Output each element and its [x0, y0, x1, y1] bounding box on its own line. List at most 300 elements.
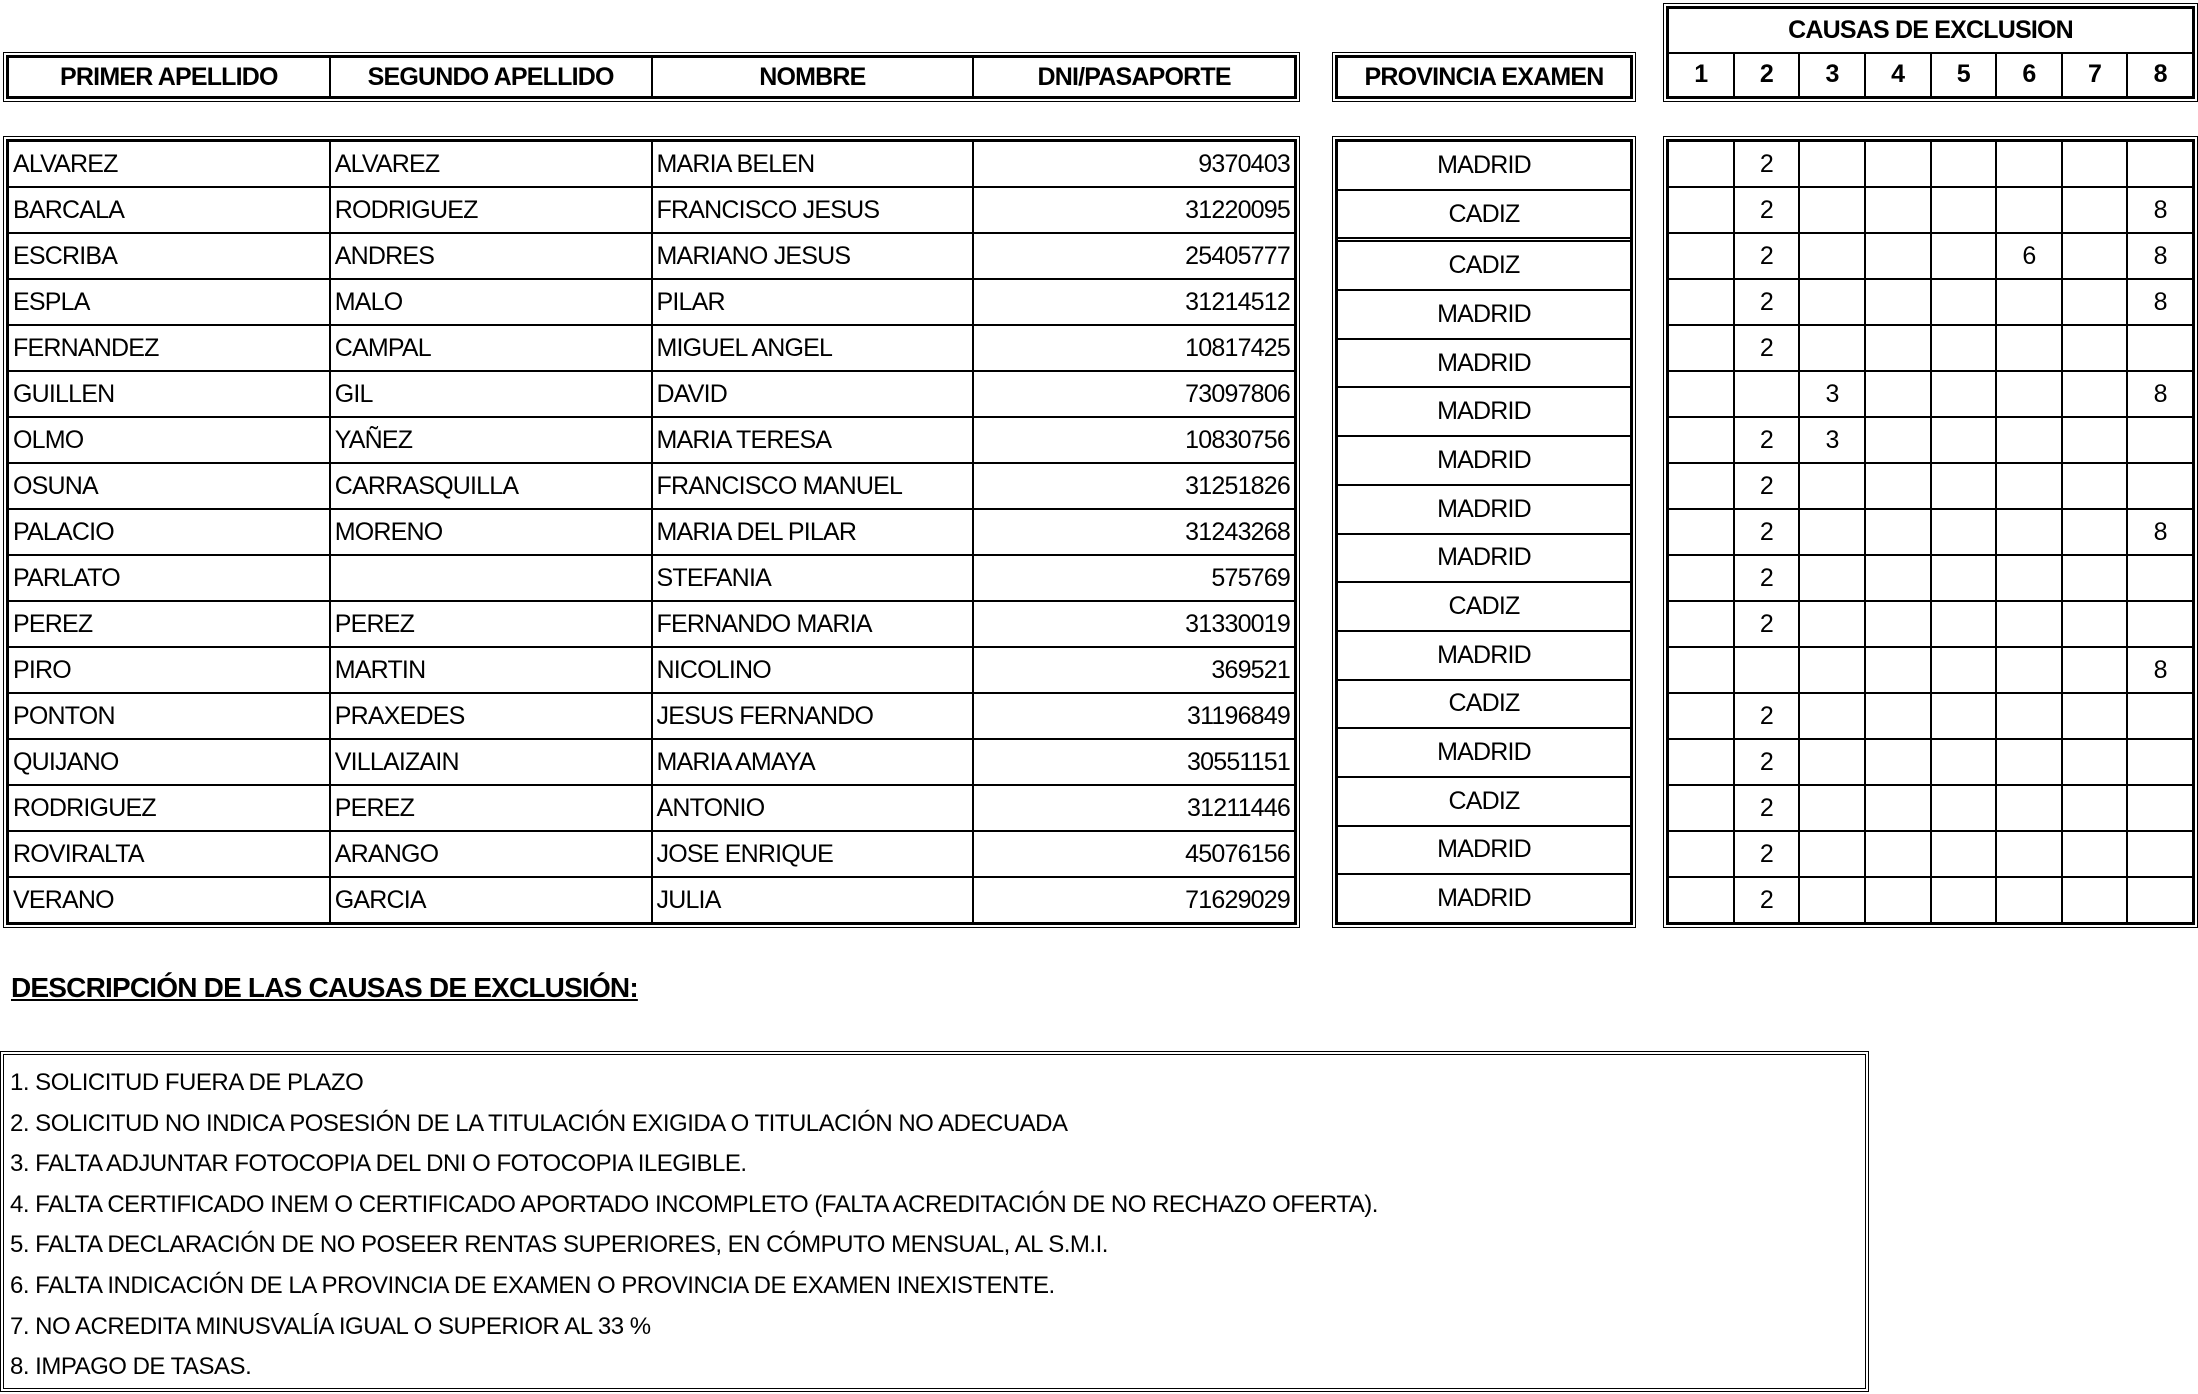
- causa-cell: [1996, 831, 2062, 877]
- causa-cell: [1668, 141, 1734, 187]
- causa-cell: [1668, 647, 1734, 693]
- causa-cell: [2062, 555, 2128, 601]
- causa-cell: [1931, 371, 1997, 417]
- provincia-row: [1337, 680, 1631, 729]
- causa-cell: [1799, 877, 1865, 923]
- primer-apellido-cell: ESCRIBA: [8, 233, 330, 279]
- nombre-cell: NICOLINO: [652, 647, 974, 693]
- table-row: [8, 739, 1295, 785]
- causa-cell: [1799, 555, 1865, 601]
- causas-row: [1668, 877, 2193, 923]
- header-primer-apellido: PRIMER APELLIDO: [8, 57, 330, 97]
- provincia-row: [1337, 190, 1631, 239]
- provincia-header: [1332, 52, 1636, 102]
- primer-apellido-cell: OSUNA: [8, 463, 330, 509]
- provincia-cell: MADRID: [1337, 631, 1631, 680]
- causa-cell: [1931, 417, 1997, 463]
- causa-cell: [1668, 463, 1734, 509]
- description-title: DESCRIPCIÓN DE LAS CAUSAS DE EXCLUSIÓN:: [11, 972, 638, 1003]
- causa-cell: [1799, 647, 1865, 693]
- causa-cell: [2127, 325, 2193, 371]
- header-causa-4: 4: [1865, 53, 1931, 98]
- segundo-apellido-cell: GIL: [330, 371, 652, 417]
- table-row: [8, 141, 1295, 187]
- causa-cell: 2: [1734, 693, 1800, 739]
- causa-cell: [1865, 371, 1931, 417]
- segundo-apellido-cell: RODRIGUEZ: [330, 187, 652, 233]
- causa-cell: [2062, 785, 2128, 831]
- primer-apellido-cell: PONTON: [8, 693, 330, 739]
- causa-cell: [2062, 647, 2128, 693]
- description-item: 8. IMPAGO DE TASAS.: [10, 1353, 252, 1381]
- header-provincia: PROVINCIA EXAMEN: [1337, 57, 1631, 97]
- nombre-cell: FRANCISCO JESUS: [652, 187, 974, 233]
- causa-cell: [1799, 141, 1865, 187]
- primer-apellido-cell: PIRO: [8, 647, 330, 693]
- dni-cell: 73097806: [973, 371, 1295, 417]
- causa-cell: [1931, 509, 1997, 555]
- causa-cell: [2062, 279, 2128, 325]
- primer-apellido-cell: GUILLEN: [8, 371, 330, 417]
- causa-cell: [2127, 877, 2193, 923]
- causa-cell: [1931, 187, 1997, 233]
- causa-cell: [1996, 785, 2062, 831]
- causa-cell: [1668, 187, 1734, 233]
- header-causas: CAUSAS DE EXCLUSION: [1668, 8, 2193, 53]
- table-row: [8, 187, 1295, 233]
- table-row: [8, 647, 1295, 693]
- segundo-apellido-cell: [330, 555, 652, 601]
- causa-cell: [1931, 141, 1997, 187]
- provincia-row: [1337, 436, 1631, 485]
- causa-cell: [1799, 601, 1865, 647]
- causa-cell: [1865, 463, 1931, 509]
- table-row: [8, 279, 1295, 325]
- causa-cell: 2: [1734, 831, 1800, 877]
- causa-cell: [2127, 831, 2193, 877]
- causa-cell: [1668, 785, 1734, 831]
- segundo-apellido-cell: YAÑEZ: [330, 417, 652, 463]
- provincia-cell: CADIZ: [1337, 190, 1631, 239]
- causa-cell: 2: [1734, 325, 1800, 371]
- causa-cell: [1865, 141, 1931, 187]
- segundo-apellido-cell: PRAXEDES: [330, 693, 652, 739]
- primer-apellido-cell: ESPLA: [8, 279, 330, 325]
- table-row: [8, 831, 1295, 877]
- causa-cell: [2127, 785, 2193, 831]
- description-box: [0, 1051, 1869, 1392]
- causa-cell: [1734, 371, 1800, 417]
- provincia-row: [1337, 290, 1631, 339]
- primer-apellido-cell: VERANO: [8, 877, 330, 923]
- causa-cell: [1668, 325, 1734, 371]
- causa-cell: [1668, 233, 1734, 279]
- provincia-row: [1337, 339, 1631, 388]
- causa-cell: [2062, 601, 2128, 647]
- header-nombre: NOMBRE: [652, 57, 974, 97]
- causa-cell: 2: [1734, 463, 1800, 509]
- primer-apellido-cell: ALVAREZ: [8, 141, 330, 187]
- causa-cell: [1931, 233, 1997, 279]
- nombre-cell: FRANCISCO MANUEL: [652, 463, 974, 509]
- causa-cell: [1734, 647, 1800, 693]
- provincia-cell: CADIZ: [1337, 241, 1631, 290]
- causa-cell: [1799, 325, 1865, 371]
- segundo-apellido-cell: ANDRES: [330, 233, 652, 279]
- table-row: [8, 509, 1295, 555]
- causa-cell: [1668, 739, 1734, 785]
- causas-row: [1668, 693, 2193, 739]
- causa-cell: [1931, 463, 1997, 509]
- dni-cell: 369521: [973, 647, 1295, 693]
- causa-cell: [1865, 785, 1931, 831]
- causa-cell: 8: [2127, 233, 2193, 279]
- segundo-apellido-cell: GARCIA: [330, 877, 652, 923]
- dni-cell: 71629029: [973, 877, 1295, 923]
- causa-cell: [1931, 831, 1997, 877]
- segundo-apellido-cell: MALO: [330, 279, 652, 325]
- causa-cell: [1931, 739, 1997, 785]
- table-row: [8, 785, 1295, 831]
- provincia-cell: MADRID: [1337, 534, 1631, 583]
- causa-cell: [1668, 371, 1734, 417]
- causa-cell: [1668, 693, 1734, 739]
- causa-cell: [2062, 371, 2128, 417]
- causa-cell: [1865, 693, 1931, 739]
- provincia-cell: MADRID: [1337, 826, 1631, 875]
- causa-cell: [1996, 463, 2062, 509]
- provincia-table: [1332, 136, 1636, 928]
- nombre-cell: MARIA DEL PILAR: [652, 509, 974, 555]
- primer-apellido-cell: ROVIRALTA: [8, 831, 330, 877]
- nombre-cell: MARIANO JESUS: [652, 233, 974, 279]
- dni-cell: 31330019: [973, 601, 1295, 647]
- nombre-cell: MARIA AMAYA: [652, 739, 974, 785]
- causa-cell: [1996, 371, 2062, 417]
- causa-cell: [1996, 555, 2062, 601]
- description-item: 1. SOLICITUD FUERA DE PLAZO: [10, 1069, 364, 1096]
- provincia-row: [1337, 485, 1631, 534]
- dni-cell: 9370403: [973, 141, 1295, 187]
- causa-cell: 2: [1734, 785, 1800, 831]
- provincia-cell: MADRID: [1337, 874, 1631, 923]
- causa-cell: [1865, 601, 1931, 647]
- segundo-apellido-cell: CARRASQUILLA: [330, 463, 652, 509]
- segundo-apellido-cell: PEREZ: [330, 601, 652, 647]
- causa-cell: [1931, 555, 1997, 601]
- provincia-cell: MADRID: [1337, 728, 1631, 777]
- causas-row: [1668, 601, 2193, 647]
- nombre-cell: DAVID: [652, 371, 974, 417]
- causa-cell: [1668, 831, 1734, 877]
- nombre-cell: JESUS FERNANDO: [652, 693, 974, 739]
- causa-cell: [1865, 831, 1931, 877]
- header-dni: DNI/PASAPORTE: [973, 57, 1295, 97]
- causa-cell: [1996, 601, 2062, 647]
- causa-cell: 8: [2127, 647, 2193, 693]
- causa-cell: [1799, 785, 1865, 831]
- provincia-row: [1337, 777, 1631, 826]
- header-segundo-apellido: SEGUNDO APELLIDO: [330, 57, 652, 97]
- causa-cell: [1799, 693, 1865, 739]
- causa-cell: [2127, 739, 2193, 785]
- nombre-cell: JULIA: [652, 877, 974, 923]
- provincia-cell: MADRID: [1337, 387, 1631, 436]
- causas-row: [1668, 509, 2193, 555]
- causa-cell: [1931, 325, 1997, 371]
- causa-cell: [1865, 877, 1931, 923]
- causas-row: [1668, 141, 2193, 187]
- segundo-apellido-cell: MARTIN: [330, 647, 652, 693]
- nombre-cell: PILAR: [652, 279, 974, 325]
- causa-cell: [1996, 877, 2062, 923]
- dni-cell: 31196849: [973, 693, 1295, 739]
- provincia-row: [1337, 141, 1631, 190]
- causas-row: [1668, 233, 2193, 279]
- causa-cell: [1865, 325, 1931, 371]
- causa-cell: [2062, 509, 2128, 555]
- header-causa-6: 6: [1996, 53, 2062, 98]
- dni-cell: 31251826: [973, 463, 1295, 509]
- nombre-cell: MIGUEL ANGEL: [652, 325, 974, 371]
- causa-cell: [2127, 693, 2193, 739]
- causa-cell: [1799, 187, 1865, 233]
- nombre-cell: MARIA TERESA: [652, 417, 974, 463]
- causa-cell: 8: [2127, 371, 2193, 417]
- causa-cell: [1865, 739, 1931, 785]
- primer-apellido-cell: RODRIGUEZ: [8, 785, 330, 831]
- causa-cell: [1996, 417, 2062, 463]
- dni-cell: 31243268: [973, 509, 1295, 555]
- header-causa-7: 7: [2062, 53, 2128, 98]
- segundo-apellido-cell: MORENO: [330, 509, 652, 555]
- causa-cell: [2127, 555, 2193, 601]
- causas-row: [1668, 647, 2193, 693]
- causa-cell: [1865, 555, 1931, 601]
- description-item: 5. FALTA DECLARACIÓN DE NO POSEER RENTAS SUPERIORES, EN CÓMPUTO MENSUAL, AL S.M.I.: [10, 1231, 1108, 1259]
- causa-cell: [1799, 509, 1865, 555]
- table-row: [8, 371, 1295, 417]
- causa-cell: [1931, 601, 1997, 647]
- dni-cell: 10817425: [973, 325, 1295, 371]
- provincia-row: [1337, 728, 1631, 777]
- causa-cell: [1668, 509, 1734, 555]
- causa-cell: [1668, 601, 1734, 647]
- description-item: 2. SOLICITUD NO INDICA POSESIÓN DE LA TITULACIÓN EXIGIDA O TITULACIÓN NO ADECUADA: [10, 1109, 1068, 1137]
- provincia-row: [1337, 631, 1631, 680]
- dni-cell: 10830756: [973, 417, 1295, 463]
- header-causa-8: 8: [2127, 53, 2193, 98]
- causa-cell: 2: [1734, 877, 1800, 923]
- provincia-row: [1337, 874, 1631, 923]
- causas-row: [1668, 325, 2193, 371]
- causa-cell: 2: [1734, 417, 1800, 463]
- header-causa-5: 5: [1931, 53, 1997, 98]
- primer-apellido-cell: PEREZ: [8, 601, 330, 647]
- provincia-cell: CADIZ: [1337, 582, 1631, 631]
- causa-cell: [2062, 325, 2128, 371]
- causa-cell: [1865, 279, 1931, 325]
- provincia-row: [1337, 241, 1631, 290]
- causas-header: [1663, 3, 2198, 102]
- causa-cell: [2062, 187, 2128, 233]
- causa-cell: [2062, 739, 2128, 785]
- causa-cell: 8: [2127, 279, 2193, 325]
- causa-cell: [1996, 693, 2062, 739]
- header-causa-2: 2: [1734, 53, 1800, 98]
- primer-apellido-cell: PALACIO: [8, 509, 330, 555]
- causa-cell: [1996, 187, 2062, 233]
- causa-cell: [1931, 647, 1997, 693]
- causa-cell: [2062, 141, 2128, 187]
- table-row: [8, 463, 1295, 509]
- dni-cell: 45076156: [973, 831, 1295, 877]
- causa-cell: [1799, 739, 1865, 785]
- causa-cell: [1799, 831, 1865, 877]
- causa-cell: 8: [2127, 509, 2193, 555]
- causa-cell: [2062, 693, 2128, 739]
- dni-cell: 25405777: [973, 233, 1295, 279]
- provincia-cell: MADRID: [1337, 290, 1631, 339]
- causa-cell: [2127, 601, 2193, 647]
- causa-cell: [1668, 417, 1734, 463]
- provincia-row: [1337, 534, 1631, 583]
- provincia-cell: CADIZ: [1337, 680, 1631, 729]
- causa-cell: 6: [1996, 233, 2062, 279]
- provincia-row: [1337, 826, 1631, 875]
- causas-table: [1663, 136, 2198, 928]
- segundo-apellido-cell: VILLAIZAIN: [330, 739, 652, 785]
- causa-cell: [1996, 509, 2062, 555]
- causa-cell: [1799, 233, 1865, 279]
- dni-cell: 31220095: [973, 187, 1295, 233]
- causas-row: [1668, 831, 2193, 877]
- nombre-cell: FERNANDO MARIA: [652, 601, 974, 647]
- causa-cell: [1931, 693, 1997, 739]
- primer-apellido-cell: OLMO: [8, 417, 330, 463]
- causa-cell: 2: [1734, 233, 1800, 279]
- causa-cell: [1931, 279, 1997, 325]
- description-item: 3. FALTA ADJUNTAR FOTOCOPIA DEL DNI O FOTOCOPIA ILEGIBLE.: [10, 1150, 747, 1178]
- segundo-apellido-cell: ALVAREZ: [330, 141, 652, 187]
- causas-row: [1668, 279, 2193, 325]
- causa-cell: [2062, 233, 2128, 279]
- dni-cell: 30551151: [973, 739, 1295, 785]
- table-row: [8, 555, 1295, 601]
- causa-cell: [2127, 417, 2193, 463]
- causa-cell: [1996, 647, 2062, 693]
- description-item: 6. FALTA INDICACIÓN DE LA PROVINCIA DE EXAMEN O PROVINCIA DE EXAMEN INEXISTENTE.: [10, 1271, 1055, 1299]
- causa-cell: [1865, 187, 1931, 233]
- segundo-apellido-cell: ARANGO: [330, 831, 652, 877]
- nombre-cell: STEFANIA: [652, 555, 974, 601]
- provincia-cell: MADRID: [1337, 141, 1631, 190]
- causa-cell: 2: [1734, 279, 1800, 325]
- causas-row: [1668, 187, 2193, 233]
- primer-apellido-cell: BARCALA: [8, 187, 330, 233]
- causa-cell: [1865, 647, 1931, 693]
- primer-apellido-cell: QUIJANO: [8, 739, 330, 785]
- nombre-cell: ANTONIO: [652, 785, 974, 831]
- causa-cell: [2062, 417, 2128, 463]
- provincia-cell: MADRID: [1337, 339, 1631, 388]
- provincia-row: [1337, 387, 1631, 436]
- causa-cell: [2062, 831, 2128, 877]
- provincia-cell: MADRID: [1337, 436, 1631, 485]
- nombre-cell: MARIA BELEN: [652, 141, 974, 187]
- table-row: [8, 877, 1295, 923]
- causas-row: [1668, 463, 2193, 509]
- table-row: [8, 601, 1295, 647]
- header-causa-1: 1: [1668, 53, 1734, 98]
- causa-cell: 2: [1734, 739, 1800, 785]
- causa-cell: [1865, 417, 1931, 463]
- causa-cell: 2: [1734, 141, 1800, 187]
- causa-cell: 3: [1799, 417, 1865, 463]
- nombre-cell: JOSE ENRIQUE: [652, 831, 974, 877]
- description-item: 7. NO ACREDITA MINUSVALÍA IGUAL O SUPERIOR AL 33 %: [10, 1312, 651, 1340]
- provincia-cell: MADRID: [1337, 485, 1631, 534]
- causas-row: [1668, 555, 2193, 601]
- causa-cell: [1931, 785, 1997, 831]
- causa-cell: 2: [1734, 555, 1800, 601]
- provincia-cell: CADIZ: [1337, 777, 1631, 826]
- segundo-apellido-cell: PEREZ: [330, 785, 652, 831]
- table-row: [8, 325, 1295, 371]
- table-row: [8, 417, 1295, 463]
- causa-cell: [1996, 325, 2062, 371]
- table-row: [8, 693, 1295, 739]
- causa-cell: 3: [1799, 371, 1865, 417]
- causa-cell: [1668, 279, 1734, 325]
- causa-cell: [1668, 555, 1734, 601]
- table-row: [8, 233, 1295, 279]
- causa-cell: 2: [1734, 509, 1800, 555]
- causa-cell: [1865, 509, 1931, 555]
- causas-row: [1668, 739, 2193, 785]
- dni-cell: 575769: [973, 555, 1295, 601]
- causa-cell: [1996, 739, 2062, 785]
- description-item: 4. FALTA CERTIFICADO INEM O CERTIFICADO APORTADO INCOMPLETO (FALTA ACREDITACIÓN DE NO RECHAZO OFERTA).: [10, 1190, 1378, 1218]
- causa-cell: [1799, 279, 1865, 325]
- names-header: [3, 52, 1300, 102]
- causa-cell: 8: [2127, 187, 2193, 233]
- causas-row: [1668, 785, 2193, 831]
- causa-cell: [1931, 877, 1997, 923]
- dni-cell: 31214512: [973, 279, 1295, 325]
- causa-cell: 2: [1734, 601, 1800, 647]
- causa-cell: [1996, 279, 2062, 325]
- causas-row: [1668, 371, 2193, 417]
- causa-cell: 2: [1734, 187, 1800, 233]
- segundo-apellido-cell: CAMPAL: [330, 325, 652, 371]
- provincia-row: [1337, 582, 1631, 631]
- causa-cell: [1996, 141, 2062, 187]
- names-table: [3, 136, 1300, 928]
- causa-cell: [1668, 877, 1734, 923]
- causa-cell: [1799, 463, 1865, 509]
- primer-apellido-cell: FERNANDEZ: [8, 325, 330, 371]
- header-causa-3: 3: [1799, 53, 1865, 98]
- causa-cell: [2062, 877, 2128, 923]
- causa-cell: [1865, 233, 1931, 279]
- causa-cell: [2062, 463, 2128, 509]
- causas-row: [1668, 417, 2193, 463]
- dni-cell: 31211446: [973, 785, 1295, 831]
- primer-apellido-cell: PARLATO: [8, 555, 330, 601]
- causa-cell: [2127, 141, 2193, 187]
- causa-cell: [2127, 463, 2193, 509]
